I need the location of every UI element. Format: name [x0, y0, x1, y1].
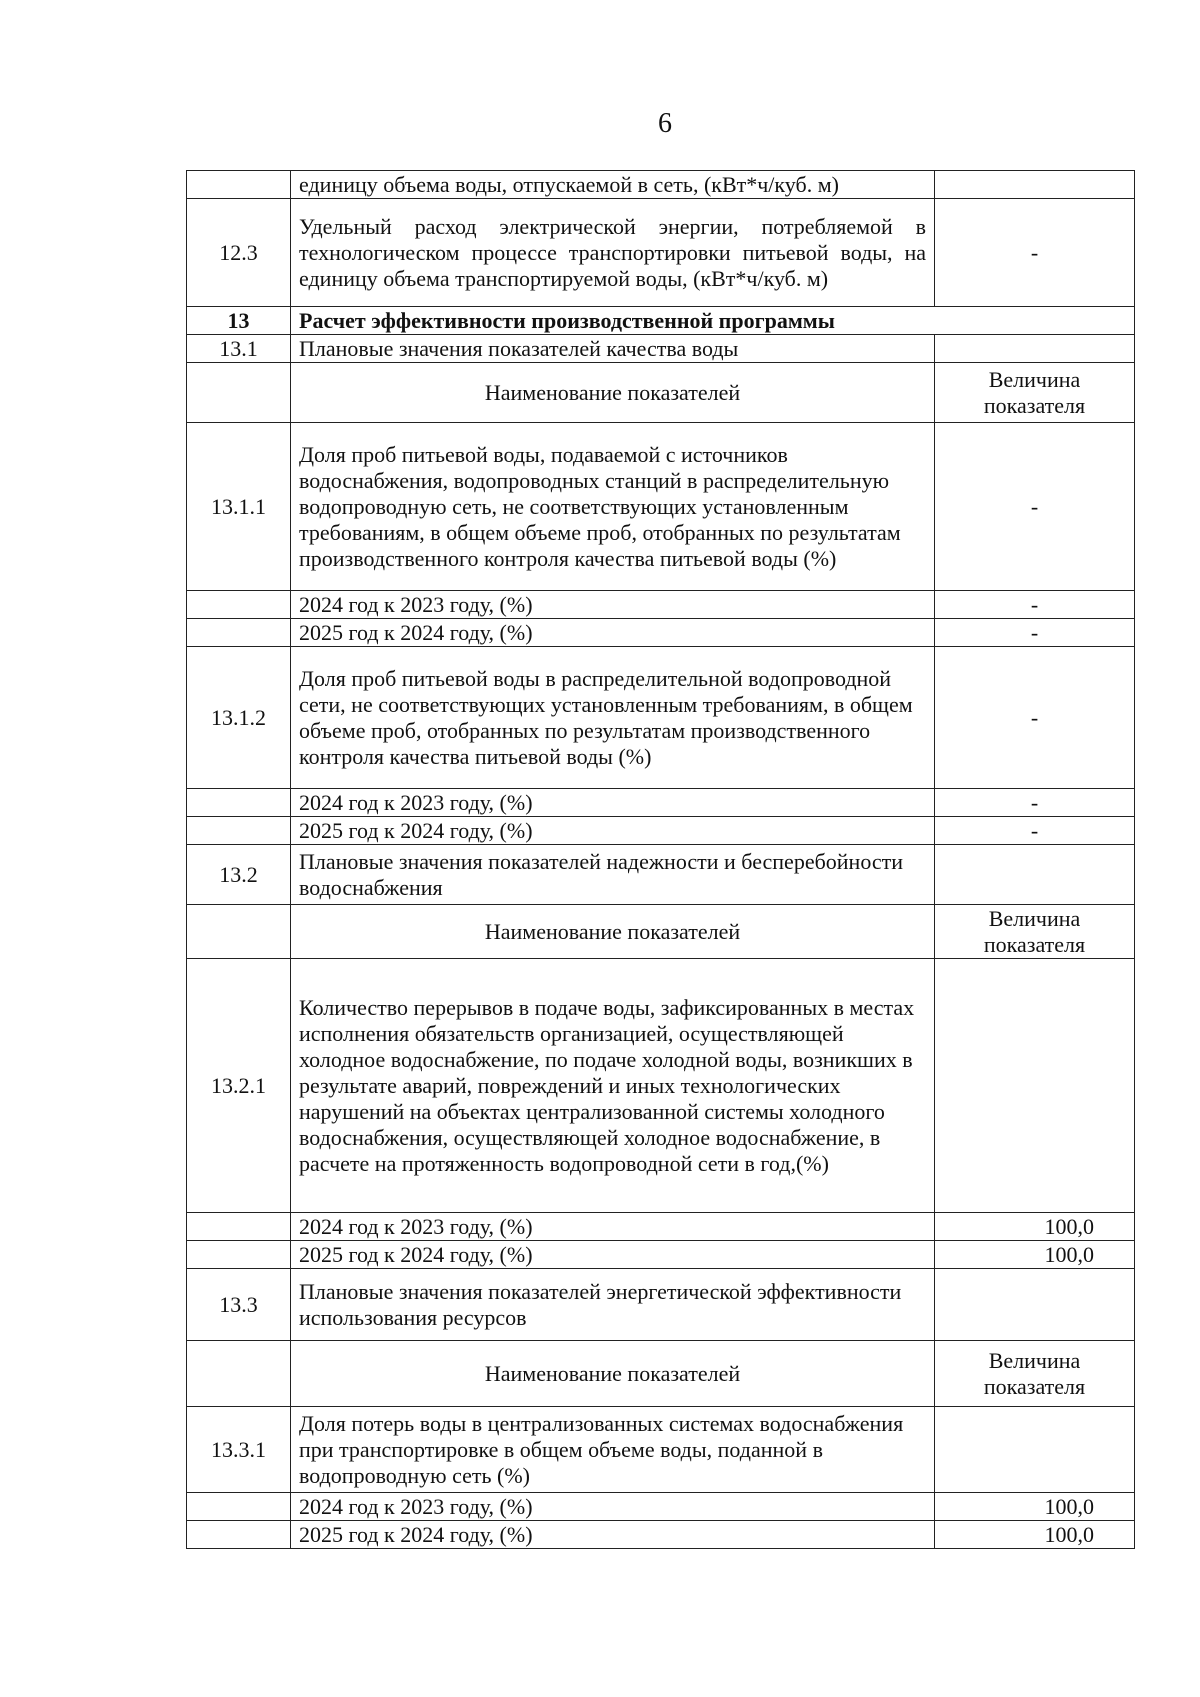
- row-text: 2024 год к 2023 году, (%): [291, 1493, 935, 1521]
- row-value: [935, 1269, 1135, 1341]
- row-text: Доля проб питьевой воды в распределительной водопроводной сети, не соответствующих установленным требованиям, в общем объеме проб, отобранных по результатам производственного контроля качества питьевой воды (%): [291, 647, 935, 789]
- row-text: 2025 год к 2024 году, (%): [291, 1521, 935, 1549]
- row-number: 13.1: [187, 335, 291, 363]
- row-number: 13.1.2: [187, 647, 291, 789]
- row-number: [187, 905, 291, 959]
- row-value: -: [935, 817, 1135, 845]
- row-text: Доля потерь воды в централизованных системах водоснабжения при транспортировке в общем объеме воды, поданной в водопроводную сеть (%): [291, 1407, 935, 1493]
- row-text: 2025 год к 2024 году, (%): [291, 619, 935, 647]
- table-row: [187, 789, 1135, 817]
- row-text: 2024 год к 2023 году, (%): [291, 1213, 935, 1241]
- row-value: -: [935, 647, 1135, 789]
- row-value: 100,0: [935, 1213, 1135, 1241]
- row-number: 13.3.1: [187, 1407, 291, 1493]
- table-row: [187, 199, 1135, 307]
- table-row: [187, 1493, 1135, 1521]
- column-header-row: [187, 905, 1135, 959]
- row-number: [187, 619, 291, 647]
- table-row: [187, 1241, 1135, 1269]
- row-text: 2025 год к 2024 году, (%): [291, 1241, 935, 1269]
- row-text: Удельный расход электрической энергии, потребляемой в технологическом процессе транспортировки питьевой воды, на единицу объема транспортируемой воды, (кВт*ч/куб. м): [291, 199, 935, 307]
- table-row: [187, 845, 1135, 905]
- column-header-name: Наименование показателей: [291, 905, 935, 959]
- row-value: 100,0: [935, 1521, 1135, 1549]
- table-row: [187, 1213, 1135, 1241]
- row-value: 100,0: [935, 1241, 1135, 1269]
- table-row: [187, 1269, 1135, 1341]
- row-value: -: [935, 789, 1135, 817]
- row-number: [187, 789, 291, 817]
- table-row: [187, 959, 1135, 1213]
- row-number: [187, 171, 291, 199]
- table-row: [187, 423, 1135, 591]
- row-value: -: [935, 199, 1135, 307]
- table-row: [187, 647, 1135, 789]
- row-number: 12.3: [187, 199, 291, 307]
- row-number: 13.2.1: [187, 959, 291, 1213]
- row-text: Плановые значения показателей качества воды: [291, 335, 935, 363]
- table-row: [187, 619, 1135, 647]
- row-value: -: [935, 619, 1135, 647]
- row-number: [187, 363, 291, 423]
- section-header-row: [187, 307, 1135, 335]
- column-header-row: [187, 1341, 1135, 1407]
- row-number: [187, 1493, 291, 1521]
- row-number: [187, 817, 291, 845]
- row-number: [187, 1341, 291, 1407]
- row-text: 2024 год к 2023 году, (%): [291, 591, 935, 619]
- table-row: [187, 1521, 1135, 1549]
- row-number: [187, 1241, 291, 1269]
- row-number: 13.3: [187, 1269, 291, 1341]
- column-header-row: [187, 363, 1135, 423]
- column-header-value: Величина показателя: [935, 905, 1135, 959]
- row-number: 13.2: [187, 845, 291, 905]
- section-title: Расчет эффективности производственной программы: [291, 307, 1135, 335]
- table-row: [187, 591, 1135, 619]
- row-number: 13.1.1: [187, 423, 291, 591]
- row-number: [187, 1213, 291, 1241]
- row-value: [935, 335, 1135, 363]
- row-number: [187, 1521, 291, 1549]
- column-header-value: Величина показателя: [935, 363, 1135, 423]
- row-value: [935, 171, 1135, 199]
- row-text: единицу объема воды, отпускаемой в сеть, (кВт*ч/куб. м): [291, 171, 935, 199]
- section-number: 13: [187, 307, 291, 335]
- row-value: [935, 1407, 1135, 1493]
- page-number: 6: [658, 108, 672, 139]
- row-text: 2024 год к 2023 году, (%): [291, 789, 935, 817]
- row-value: -: [935, 591, 1135, 619]
- row-text: Плановые значения показателей надежности и бесперебойности водоснабжения: [291, 845, 935, 905]
- table-row: [187, 171, 1135, 199]
- column-header-value: Величина показателя: [935, 1341, 1135, 1407]
- table-row: [187, 817, 1135, 845]
- row-value: -: [935, 423, 1135, 591]
- row-text: Доля проб питьевой воды, подаваемой с источников водоснабжения, водопроводных станций в распределительную водопроводную сеть, не соответствующих установленным требованиям, в общем объеме проб, отобранных по результатам производственного контроля качества питьевой воды (%): [291, 423, 935, 591]
- row-text: 2025 год к 2024 году, (%): [291, 817, 935, 845]
- row-value: 100,0: [935, 1493, 1135, 1521]
- table-row: [187, 335, 1135, 363]
- row-text: Плановые значения показателей энергетической эффективности использования ресурсов: [291, 1269, 935, 1341]
- row-text: Количество перерывов в подаче воды, зафиксированных в местах исполнения обязательств организацией, осуществляющей холодное водоснабжение, по подаче холодной воды, возникших в результате аварий, повреждений и иных технологических нарушений на объектах централизованной системы холодного водоснабжения, осуществляющей холодное водоснабжение, в расчете на протяженность водопроводной сети в год,(%): [291, 959, 935, 1213]
- row-number: [187, 591, 291, 619]
- column-header-name: Наименование показателей: [291, 1341, 935, 1407]
- column-header-name: Наименование показателей: [291, 363, 935, 423]
- row-value: [935, 959, 1135, 1213]
- table-row: [187, 1407, 1135, 1493]
- indicators-table: [186, 170, 1135, 1549]
- row-value: [935, 845, 1135, 905]
